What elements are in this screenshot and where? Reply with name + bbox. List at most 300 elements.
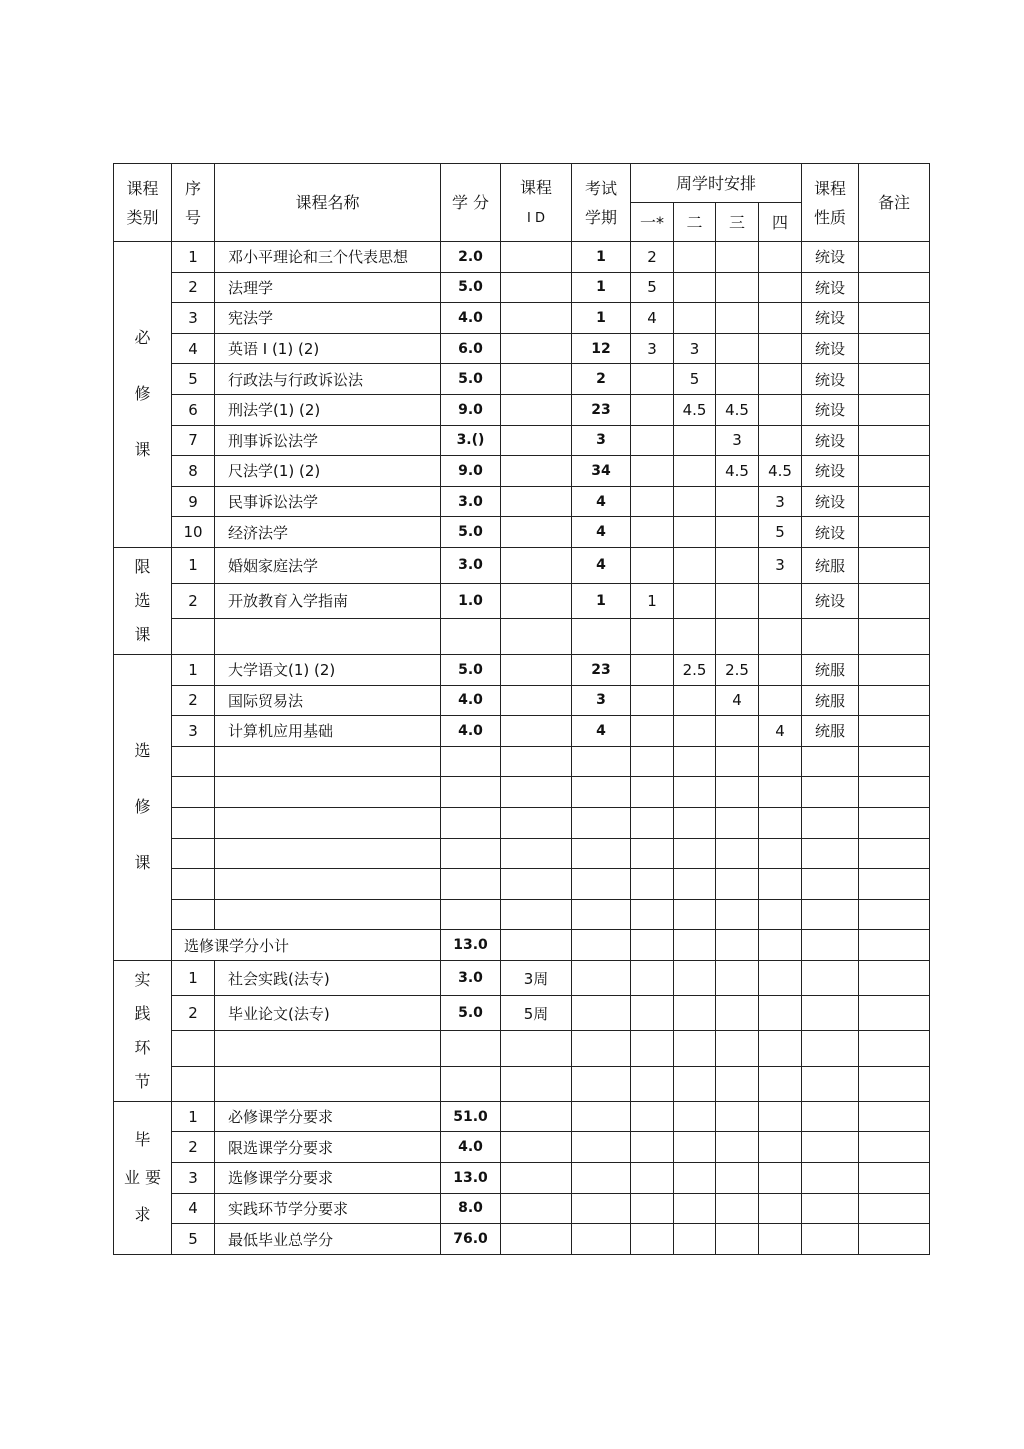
weekly-hours-cell bbox=[674, 272, 716, 303]
weekly-hours-cell bbox=[716, 242, 759, 273]
empty-cell bbox=[172, 746, 215, 777]
empty-row bbox=[114, 1031, 930, 1066]
empty-cell bbox=[802, 746, 859, 777]
empty-cell bbox=[631, 619, 674, 655]
seq-cell: 2 bbox=[172, 583, 215, 619]
weekly-hours-cell: 4.5 bbox=[716, 394, 759, 425]
table-row bbox=[114, 1163, 930, 1194]
remark-cell bbox=[859, 685, 930, 716]
weekly-hours-cell bbox=[716, 486, 759, 517]
course-name-cell: 刑法学(1) (2) bbox=[215, 394, 441, 425]
exam-term-cell: 1 bbox=[572, 303, 631, 334]
seq-cell: 5 bbox=[172, 1224, 215, 1255]
seq-cell: 4 bbox=[172, 333, 215, 364]
empty-cell bbox=[759, 1066, 802, 1101]
course-name-cell: 尺法学(1) (2) bbox=[215, 456, 441, 487]
empty-cell bbox=[802, 1031, 859, 1066]
empty-cell bbox=[674, 619, 716, 655]
weekly-hours-cell bbox=[631, 716, 674, 747]
empty-cell bbox=[759, 619, 802, 655]
exam-term-cell: 1 bbox=[572, 242, 631, 273]
empty-cell bbox=[501, 807, 572, 838]
empty-cell bbox=[215, 746, 441, 777]
seq-cell: 1 bbox=[172, 960, 215, 995]
credit-cell: 3.() bbox=[441, 425, 501, 456]
empty-cell bbox=[501, 1066, 572, 1101]
weekly-hours-cell bbox=[716, 517, 759, 548]
course-id-cell bbox=[501, 486, 572, 517]
course-name-cell: 必修课学分要求 bbox=[215, 1101, 441, 1132]
empty-cell bbox=[859, 777, 930, 808]
seq-cell: 1 bbox=[172, 242, 215, 273]
credit-cell: 4.0 bbox=[441, 1132, 501, 1163]
seq-cell: 5 bbox=[172, 364, 215, 395]
exam-term-cell: 4 bbox=[572, 547, 631, 583]
category-label-elective bbox=[114, 654, 172, 960]
empty-cell bbox=[802, 838, 859, 869]
course-nature-cell: 统设 bbox=[802, 583, 859, 619]
remark-cell bbox=[859, 996, 930, 1031]
weekly-hours-cell bbox=[759, 685, 802, 716]
empty-cell bbox=[572, 777, 631, 808]
credit-cell: 8.0 bbox=[441, 1193, 501, 1224]
empty-cell bbox=[441, 838, 501, 869]
course-id-cell bbox=[501, 456, 572, 487]
weekly-hours-cell bbox=[631, 1193, 674, 1224]
empty-cell bbox=[215, 1031, 441, 1066]
empty-cell bbox=[441, 869, 501, 900]
remark-cell bbox=[859, 303, 930, 334]
course-nature-cell: 统服 bbox=[802, 547, 859, 583]
credit-cell: 3.0 bbox=[441, 486, 501, 517]
empty-cell bbox=[859, 899, 930, 930]
header-remark: 备注 bbox=[859, 164, 930, 242]
empty-cell bbox=[674, 807, 716, 838]
course-name-cell: 刑事诉讼法学 bbox=[215, 425, 441, 456]
empty-cell bbox=[172, 869, 215, 900]
empty-cell bbox=[802, 899, 859, 930]
seq-cell: 8 bbox=[172, 456, 215, 487]
empty-cell bbox=[172, 1066, 215, 1101]
empty-cell bbox=[631, 1031, 674, 1066]
weekly-hours-cell bbox=[716, 1163, 759, 1194]
credit-cell: 4.0 bbox=[441, 716, 501, 747]
category-label-char: 践 bbox=[134, 1003, 151, 1023]
course-name-cell: 法理学 bbox=[215, 272, 441, 303]
remark-cell bbox=[859, 1193, 930, 1224]
exam-term-cell: 34 bbox=[572, 456, 631, 487]
remark-cell bbox=[859, 394, 930, 425]
empty-cell bbox=[716, 838, 759, 869]
table-row bbox=[114, 1193, 930, 1224]
credit-cell: 51.0 bbox=[441, 1101, 501, 1132]
course-nature-cell: 统设 bbox=[802, 333, 859, 364]
header-course-nature: 课程 性质 bbox=[802, 164, 859, 242]
table-row bbox=[114, 960, 930, 995]
credit-cell: 5.0 bbox=[441, 654, 501, 685]
remark-cell bbox=[859, 333, 930, 364]
empty-cell bbox=[759, 838, 802, 869]
empty-cell bbox=[501, 838, 572, 869]
category-label-char: 环 bbox=[134, 1037, 151, 1057]
empty-cell bbox=[802, 777, 859, 808]
weekly-hours-cell bbox=[631, 1132, 674, 1163]
weekly-hours-cell bbox=[674, 303, 716, 334]
course-name-cell: 经济法学 bbox=[215, 517, 441, 548]
empty-cell bbox=[631, 807, 674, 838]
empty-cell bbox=[172, 1031, 215, 1066]
credit-cell: 3.0 bbox=[441, 960, 501, 995]
empty-cell bbox=[215, 899, 441, 930]
exam-term-cell: 2 bbox=[572, 364, 631, 395]
course-id-cell: 3周 bbox=[501, 960, 572, 995]
subtotal-row bbox=[114, 930, 930, 961]
course-name-cell: 实践环节学分要求 bbox=[215, 1193, 441, 1224]
exam-term-cell bbox=[572, 1163, 631, 1194]
weekly-hours-cell bbox=[759, 425, 802, 456]
category-label-char: 课 bbox=[134, 624, 151, 644]
course-nature-cell: 统服 bbox=[802, 685, 859, 716]
empty-cell bbox=[572, 1066, 631, 1101]
empty-cell bbox=[802, 930, 859, 961]
weekly-hours-cell bbox=[716, 1101, 759, 1132]
remark-cell bbox=[859, 364, 930, 395]
weekly-hours-cell: 5 bbox=[631, 272, 674, 303]
empty-cell bbox=[172, 838, 215, 869]
exam-term-cell: 4 bbox=[572, 486, 631, 517]
category-label-char: 修 bbox=[134, 797, 151, 817]
remark-cell bbox=[859, 1163, 930, 1194]
course-nature-cell: 统设 bbox=[802, 394, 859, 425]
weekly-hours-cell bbox=[674, 1224, 716, 1255]
empty-cell bbox=[441, 777, 501, 808]
category-label-char: 业 要 bbox=[123, 1167, 162, 1187]
empty-row bbox=[114, 619, 930, 655]
weekly-hours-cell bbox=[716, 1132, 759, 1163]
remark-cell bbox=[859, 1101, 930, 1132]
exam-term-cell: 23 bbox=[572, 654, 631, 685]
empty-cell bbox=[441, 746, 501, 777]
exam-term-cell: 4 bbox=[572, 716, 631, 747]
weekly-hours-cell bbox=[631, 685, 674, 716]
weekly-hours-cell: 2.5 bbox=[716, 654, 759, 685]
empty-cell bbox=[441, 1031, 501, 1066]
table-row bbox=[114, 486, 930, 517]
course-name-cell: 选修课学分要求 bbox=[215, 1163, 441, 1194]
seq-cell: 2 bbox=[172, 685, 215, 716]
weekly-hours-cell bbox=[759, 1193, 802, 1224]
empty-cell bbox=[441, 1066, 501, 1101]
course-id-cell bbox=[501, 517, 572, 548]
credit-cell: 5.0 bbox=[441, 996, 501, 1031]
remark-cell bbox=[859, 517, 930, 548]
course-id-cell bbox=[501, 685, 572, 716]
weekly-hours-cell bbox=[674, 425, 716, 456]
subtotal-label: 选修课学分小计 bbox=[172, 930, 441, 961]
weekly-hours-cell: 4.5 bbox=[716, 456, 759, 487]
course-name-cell: 国际贸易法 bbox=[215, 685, 441, 716]
weekly-hours-cell bbox=[674, 242, 716, 273]
category-label-char: 课 bbox=[134, 440, 151, 460]
empty-cell bbox=[716, 807, 759, 838]
seq-cell: 1 bbox=[172, 1101, 215, 1132]
category-label-char: 修 bbox=[134, 384, 151, 404]
empty-cell bbox=[759, 807, 802, 838]
course-id-cell bbox=[501, 1224, 572, 1255]
weekly-hours-cell: 4 bbox=[716, 685, 759, 716]
weekly-hours-cell bbox=[631, 486, 674, 517]
exam-term-cell bbox=[572, 996, 631, 1031]
credit-cell: 3.0 bbox=[441, 547, 501, 583]
credit-cell: 13.0 bbox=[441, 1163, 501, 1194]
credit-cell: 5.0 bbox=[441, 364, 501, 395]
seq-cell: 3 bbox=[172, 303, 215, 334]
empty-cell bbox=[716, 777, 759, 808]
course-name-cell: 民事诉讼法学 bbox=[215, 486, 441, 517]
header-course-name: 课程名称 bbox=[215, 164, 441, 242]
table-row bbox=[114, 272, 930, 303]
table-body bbox=[114, 242, 930, 1255]
table-row bbox=[114, 1224, 930, 1255]
course-name-cell: 行政法与行政诉讼法 bbox=[215, 364, 441, 395]
empty-cell bbox=[631, 899, 674, 930]
empty-cell bbox=[759, 1031, 802, 1066]
empty-cell bbox=[631, 777, 674, 808]
curriculum-sheet bbox=[113, 163, 929, 1255]
empty-cell bbox=[172, 777, 215, 808]
remark-cell bbox=[859, 242, 930, 273]
course-nature-cell: 统设 bbox=[802, 425, 859, 456]
category-label-char: 课 bbox=[134, 853, 151, 873]
empty-cell bbox=[172, 899, 215, 930]
remark-cell bbox=[859, 583, 930, 619]
empty-cell bbox=[674, 930, 716, 961]
seq-cell: 2 bbox=[172, 1132, 215, 1163]
course-name-cell: 婚姻家庭法学 bbox=[215, 547, 441, 583]
empty-cell bbox=[441, 807, 501, 838]
empty-row bbox=[114, 1066, 930, 1101]
remark-cell bbox=[859, 425, 930, 456]
weekly-hours-cell bbox=[631, 1224, 674, 1255]
course-nature-cell bbox=[802, 1101, 859, 1132]
table-row bbox=[114, 303, 930, 334]
remark-cell bbox=[859, 716, 930, 747]
empty-cell bbox=[501, 777, 572, 808]
empty-cell bbox=[215, 838, 441, 869]
weekly-hours-cell bbox=[674, 685, 716, 716]
empty-cell bbox=[716, 619, 759, 655]
weekly-hours-cell bbox=[716, 547, 759, 583]
course-name-cell: 邓小平理论和三个代表思想 bbox=[215, 242, 441, 273]
course-id-cell bbox=[501, 425, 572, 456]
course-nature-cell bbox=[802, 996, 859, 1031]
empty-cell bbox=[215, 869, 441, 900]
remark-cell bbox=[859, 456, 930, 487]
empty-cell bbox=[501, 869, 572, 900]
category-label-char: 选 bbox=[134, 590, 151, 610]
credit-cell: 6.0 bbox=[441, 333, 501, 364]
category-label-practice bbox=[114, 960, 172, 1101]
table-row bbox=[114, 996, 930, 1031]
weekly-hours-cell bbox=[674, 716, 716, 747]
empty-cell bbox=[674, 777, 716, 808]
category-label-char: 限 bbox=[134, 556, 151, 576]
weekly-hours-cell bbox=[716, 333, 759, 364]
weekly-hours-cell bbox=[674, 1132, 716, 1163]
seq-cell: 2 bbox=[172, 272, 215, 303]
course-name-cell: 计算机应用基础 bbox=[215, 716, 441, 747]
weekly-hours-cell bbox=[674, 547, 716, 583]
seq-cell: 9 bbox=[172, 486, 215, 517]
weekly-hours-cell: 3 bbox=[716, 425, 759, 456]
empty-row bbox=[114, 869, 930, 900]
course-nature-cell: 统设 bbox=[802, 272, 859, 303]
header-credit: 学 分 bbox=[441, 164, 501, 242]
credit-cell: 9.0 bbox=[441, 394, 501, 425]
table-row bbox=[114, 425, 930, 456]
seq-cell: 7 bbox=[172, 425, 215, 456]
empty-cell bbox=[802, 619, 859, 655]
empty-cell bbox=[572, 1031, 631, 1066]
credit-cell: 4.0 bbox=[441, 685, 501, 716]
empty-cell bbox=[674, 869, 716, 900]
curriculum-table bbox=[113, 163, 930, 1255]
empty-cell bbox=[716, 746, 759, 777]
weekly-hours-cell: 5 bbox=[674, 364, 716, 395]
empty-cell bbox=[215, 1066, 441, 1101]
seq-cell: 1 bbox=[172, 654, 215, 685]
weekly-hours-cell bbox=[674, 1101, 716, 1132]
weekly-hours-cell bbox=[759, 272, 802, 303]
empty-cell bbox=[501, 899, 572, 930]
empty-cell bbox=[859, 1031, 930, 1066]
table-header-row bbox=[114, 164, 930, 203]
table-row bbox=[114, 242, 930, 273]
weekly-hours-cell bbox=[631, 1163, 674, 1194]
weekly-hours-cell bbox=[759, 654, 802, 685]
weekly-hours-cell: 5 bbox=[759, 517, 802, 548]
credit-cell: 1.0 bbox=[441, 583, 501, 619]
empty-cell bbox=[759, 777, 802, 808]
course-id-cell bbox=[501, 583, 572, 619]
weekly-hours-cell bbox=[716, 364, 759, 395]
exam-term-cell: 23 bbox=[572, 394, 631, 425]
weekly-hours-cell bbox=[674, 960, 716, 995]
category-label-char: 必 bbox=[134, 328, 151, 348]
empty-cell bbox=[759, 930, 802, 961]
weekly-hours-cell bbox=[674, 517, 716, 548]
weekly-hours-cell bbox=[631, 654, 674, 685]
empty-row bbox=[114, 838, 930, 869]
empty-cell bbox=[674, 899, 716, 930]
empty-cell bbox=[802, 1066, 859, 1101]
remark-cell bbox=[859, 1224, 930, 1255]
course-name-cell: 大学语文(1) (2) bbox=[215, 654, 441, 685]
header-seq: 序 号 bbox=[172, 164, 215, 242]
weekly-hours-cell bbox=[674, 486, 716, 517]
table-row bbox=[114, 1101, 930, 1132]
subtotal-value: 13.0 bbox=[441, 930, 501, 961]
weekly-hours-cell bbox=[631, 960, 674, 995]
empty-cell bbox=[441, 619, 501, 655]
header-week-2: 二 bbox=[674, 203, 716, 242]
empty-cell bbox=[759, 899, 802, 930]
weekly-hours-cell bbox=[631, 1101, 674, 1132]
credit-cell: 2.0 bbox=[441, 242, 501, 273]
weekly-hours-cell: 3 bbox=[759, 547, 802, 583]
course-nature-cell: 统设 bbox=[802, 303, 859, 334]
weekly-hours-cell bbox=[716, 996, 759, 1031]
seq-cell: 6 bbox=[172, 394, 215, 425]
remark-cell bbox=[859, 960, 930, 995]
remark-cell bbox=[859, 1132, 930, 1163]
table-row bbox=[114, 456, 930, 487]
empty-cell bbox=[631, 1066, 674, 1101]
weekly-hours-cell bbox=[716, 1193, 759, 1224]
header-category: 课程 类别 bbox=[114, 164, 172, 242]
seq-cell: 3 bbox=[172, 716, 215, 747]
empty-cell bbox=[674, 1066, 716, 1101]
weekly-hours-cell bbox=[674, 1163, 716, 1194]
weekly-hours-cell bbox=[631, 996, 674, 1031]
table-row bbox=[114, 394, 930, 425]
weekly-hours-cell bbox=[759, 1224, 802, 1255]
course-nature-cell: 统设 bbox=[802, 364, 859, 395]
weekly-hours-cell bbox=[631, 547, 674, 583]
seq-cell: 2 bbox=[172, 996, 215, 1031]
course-nature-cell bbox=[802, 1224, 859, 1255]
weekly-hours-cell bbox=[759, 1132, 802, 1163]
table-row bbox=[114, 685, 930, 716]
empty-cell bbox=[572, 619, 631, 655]
weekly-hours-cell: 3 bbox=[631, 333, 674, 364]
weekly-hours-cell bbox=[716, 303, 759, 334]
remark-cell bbox=[859, 547, 930, 583]
course-nature-cell bbox=[802, 1163, 859, 1194]
table-row bbox=[114, 333, 930, 364]
course-id-cell: 5周 bbox=[501, 996, 572, 1031]
exam-term-cell bbox=[572, 1193, 631, 1224]
category-label-char: 选 bbox=[134, 741, 151, 761]
empty-cell bbox=[631, 930, 674, 961]
weekly-hours-cell bbox=[674, 996, 716, 1031]
credit-cell: 76.0 bbox=[441, 1224, 501, 1255]
course-name-cell: 英语 I (1) (2) bbox=[215, 333, 441, 364]
empty-row bbox=[114, 746, 930, 777]
weekly-hours-cell bbox=[759, 394, 802, 425]
empty-cell bbox=[859, 807, 930, 838]
empty-cell bbox=[674, 1031, 716, 1066]
seq-cell: 1 bbox=[172, 547, 215, 583]
exam-term-cell: 3 bbox=[572, 425, 631, 456]
course-name-cell: 社会实践(法专) bbox=[215, 960, 441, 995]
weekly-hours-cell: 3 bbox=[759, 486, 802, 517]
header-week-4: 四 bbox=[759, 203, 802, 242]
empty-cell bbox=[859, 869, 930, 900]
weekly-hours-cell bbox=[716, 716, 759, 747]
weekly-hours-cell bbox=[759, 333, 802, 364]
course-id-cell bbox=[501, 1101, 572, 1132]
empty-cell bbox=[501, 1031, 572, 1066]
table-row bbox=[114, 364, 930, 395]
empty-cell bbox=[859, 930, 930, 961]
header-week-1: 一* bbox=[631, 203, 674, 242]
course-id-cell bbox=[501, 654, 572, 685]
course-id-cell bbox=[501, 394, 572, 425]
course-name-cell: 最低毕业总学分 bbox=[215, 1224, 441, 1255]
table-row bbox=[114, 583, 930, 619]
remark-cell bbox=[859, 486, 930, 517]
